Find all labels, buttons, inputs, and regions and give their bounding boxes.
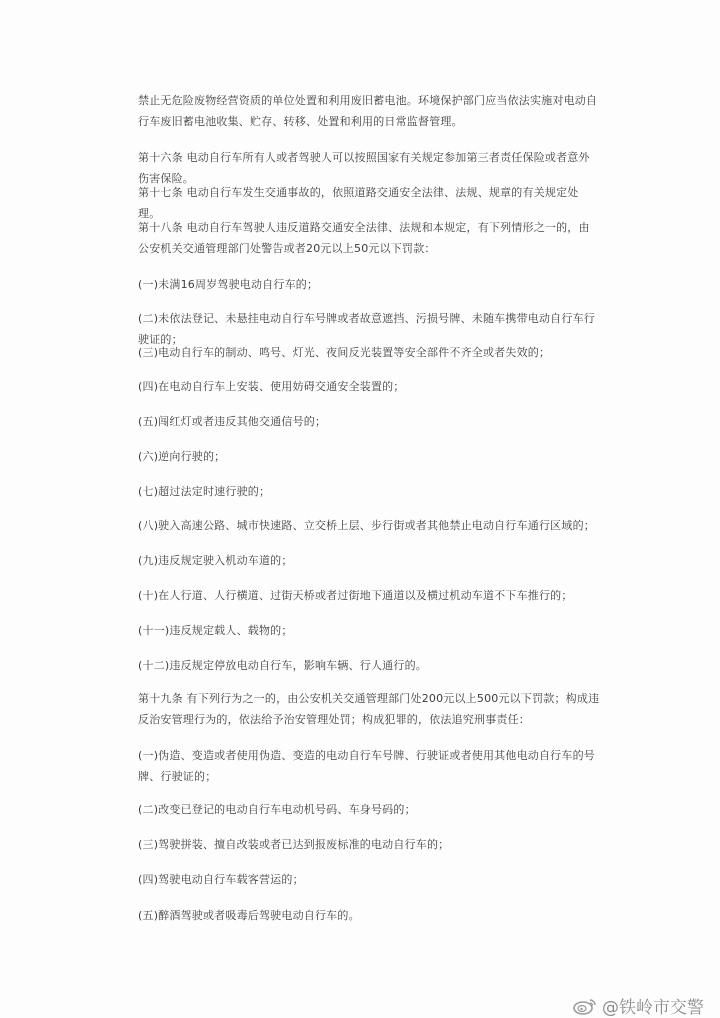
article-18-item-10: (十)在人行道、人行横道、过街天桥或者过街地下通道以及横过机动车道不下车推行的； — [138, 589, 573, 602]
article-18-item-5: (五)闯红灯或者违反其他交通信号的； — [138, 415, 327, 428]
article-16: 第十六条 电动自行车所有人或者驾驶人可以按照国家有关规定参加第三者责任保险或者意外伤害保险。 — [138, 151, 590, 185]
article-18-item-8: (八)驶入高速公路、城市快速路、立交桥上层、步行街或者其他禁止电动自行车通行区域的； — [138, 519, 595, 532]
weibo-icon — [572, 997, 598, 1015]
paragraph-intro: 禁止无危险废物经营资质的单位处置和利用废旧蓄电池。环境保护部门应当依法实施对电动自行车废旧蓄电池收集、贮存、转移、处置和利用的日常监督管理。 — [138, 94, 598, 128]
article-18-item-2: (二)未依法登记、未悬挂电动自行车号牌或者故意遮挡、污损号牌、未随车携带电动自行车行驶证的； — [138, 312, 595, 346]
article-19-item-5: (五)醉酒驾驶或者吸毒后驾驶电动自行车的。 — [138, 909, 360, 922]
article-19-item-3: (三)驾驶拼装、擅自改装或者已达到报废标准的电动自行车的； — [138, 838, 450, 851]
article-18-item-4: (四)在电动自行车上安装、使用妨碍交通安全装置的； — [138, 380, 405, 393]
article-19-item-1: (一)伪造、变造或者使用伪造、变造的电动自行车号牌、行驶证或者使用其他电动自行车的号牌、行驶证的； — [138, 749, 595, 783]
article-18-item-3: (三)电动自行车的制动、鸣号、灯光、夜间反光装置等安全部件不齐全或者失效的； — [138, 346, 551, 359]
article-18-item-7: (七)超过法定时速行驶的； — [138, 485, 271, 498]
watermark-text: @铁岭市交警 — [602, 998, 704, 1018]
article-18-item-1: (一)未满16周岁驾驶电动自行车的； — [138, 278, 319, 291]
article-18-item-6: (六)逆向行驶的； — [138, 450, 226, 463]
watermark — [572, 993, 704, 1018]
article-18-item-11: (十一)违反规定载人、载物的； — [138, 624, 293, 637]
article-18-item-9: (九)违反规定驶入机动车道的； — [138, 554, 293, 567]
article-19-item-2: (二)改变已登记的电动自行车电动机号码、车身号码的； — [138, 803, 416, 816]
article-19: 第十九条 有下列行为之一的，由公安机关交通管理部门处200元以上500元以下罚款；构成违反治安管理行为的，依法给予治安管理处罚；构成犯罪的，依法追究刑事责任： — [138, 692, 600, 726]
article-18-item-12: (十二)违反规定停放电动自行车，影响车辆、行人通行的。 — [138, 659, 427, 672]
article-17: 第十七条 电动自行车发生交通事故的，依照道路交通安全法律、法规、规章的有关规定处理。 — [138, 186, 579, 220]
article-19-item-4: (四)驾驶电动自行车载客营运的； — [138, 873, 304, 886]
article-18: 第十八条 电动自行车驾驶人违反道路交通安全法律、法规和本规定，有下列情形之一的，由公安机关交通管理部门处警告或者20元以上50元以下罚款： — [138, 221, 590, 255]
